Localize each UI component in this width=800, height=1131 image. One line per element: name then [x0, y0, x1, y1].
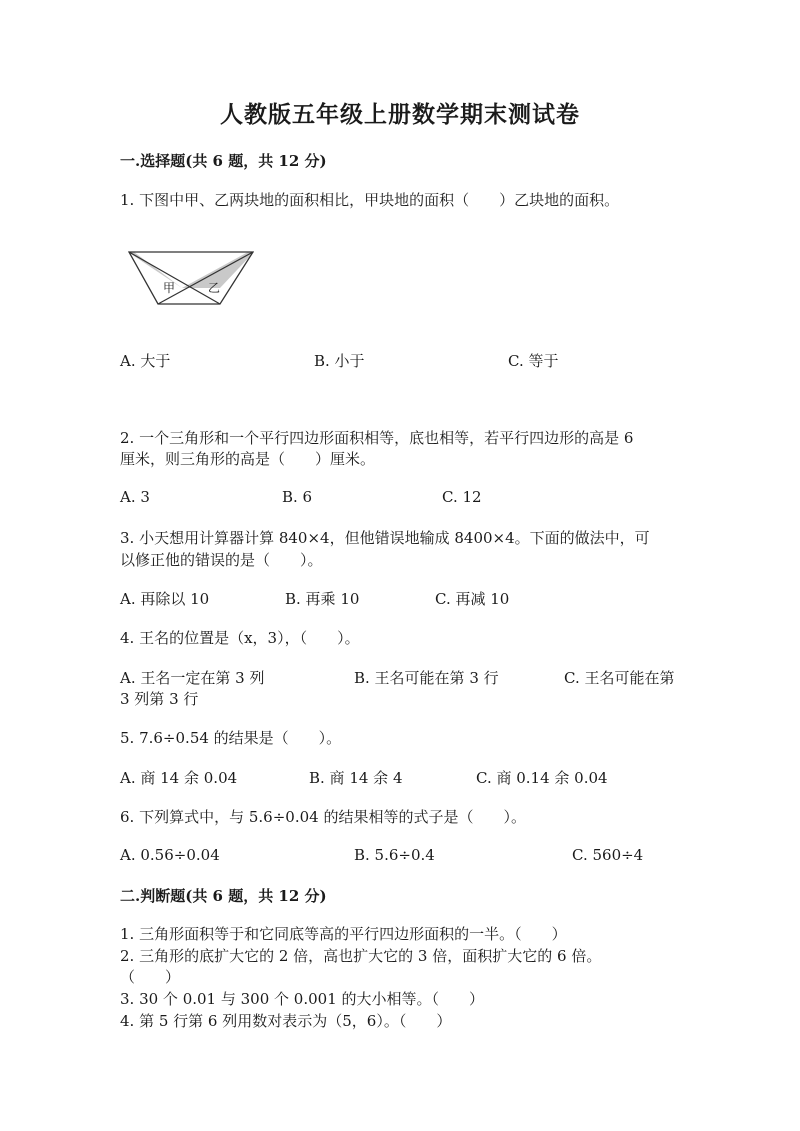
question-6-option-b[interactable]: B. 5.6÷0.4: [354, 846, 435, 864]
question-5-stem: 5. 7.6÷0.54 的结果是（ ）。: [120, 729, 342, 747]
judgement-2: 2. 三角形的底扩大它的 2 倍，高也扩大它的 3 倍，面积扩大它的 6 倍。: [120, 947, 602, 965]
judgement-2-continuation: （ ）: [120, 968, 181, 986]
question-1-stem: 1. 下图中甲、乙两块地的面积相比，甲块地的面积（ ）乙块地的面积。: [120, 191, 620, 209]
question-6-option-a[interactable]: A. 0.56÷0.04: [120, 846, 220, 864]
question-2-option-c[interactable]: C. 12: [442, 488, 482, 506]
question-5-option-b[interactable]: B. 商 14 余 4: [309, 769, 403, 787]
question-1-option-a[interactable]: A. 大于: [120, 352, 171, 370]
question-4-option-c-continuation: 3 列第 3 行: [120, 690, 199, 708]
trapezoid-figure: [128, 244, 254, 308]
figure-label-jia: 甲: [163, 281, 176, 295]
question-2-stem-line2: 厘米，则三角形的高是（ ）厘米。: [120, 450, 376, 468]
question-4-option-a[interactable]: A. 王名一定在第 3 列: [120, 669, 265, 687]
question-2-option-a[interactable]: A. 3: [120, 488, 150, 506]
question-1-option-b[interactable]: B. 小于: [314, 352, 365, 370]
question-6-option-c[interactable]: C. 560÷4: [572, 846, 644, 864]
question-2-option-b[interactable]: B. 6: [282, 488, 313, 506]
figure-label-yi: 乙: [208, 281, 221, 295]
question-1-option-c[interactable]: C. 等于: [508, 352, 559, 370]
question-3-option-a[interactable]: A. 再除以 10: [120, 590, 210, 608]
question-3-stem-line1: 3. 小天想用计算器计算 840×4，但他错误地输成 8400×4。下面的做法中，可: [120, 529, 650, 547]
section-heading-choice: 一.选择题(共 6 题，共 12 分): [120, 152, 327, 170]
question-4-stem: 4. 王名的位置是（x，3），（ ）。: [120, 629, 360, 647]
question-2-stem-line1: 2. 一个三角形和一个平行四边形面积相等，底也相等，若平行四边形的高是 6: [120, 429, 634, 447]
page-title: 人教版五年级上册数学期末测试卷: [220, 101, 580, 128]
question-3-stem-line2: 以修正他的错误的是（ ）。: [120, 551, 323, 569]
question-4-option-b[interactable]: B. 王名可能在第 3 行: [354, 669, 499, 687]
section-heading-judgement: 二.判断题(共 6 题，共 12 分): [120, 887, 327, 905]
question-3-option-b[interactable]: B. 再乘 10: [285, 590, 360, 608]
judgement-3: 3. 30 个 0.01 与 300 个 0.001 的大小相等。（ ）: [120, 990, 485, 1008]
judgement-4: 4. 第 5 行第 6 列用数对表示为（5，6）。（ ）: [120, 1012, 452, 1030]
question-6-stem: 6. 下列算式中，与 5.6÷0.04 的结果相等的式子是（ ）。: [120, 808, 526, 826]
question-5-option-a[interactable]: A. 商 14 余 0.04: [120, 769, 238, 787]
judgement-1: 1. 三角形面积等于和它同底等高的平行四边形面积的一半。（ ）: [120, 925, 567, 943]
question-3-option-c[interactable]: C. 再减 10: [435, 590, 510, 608]
question-5-option-c[interactable]: C. 商 0.14 余 0.04: [476, 769, 608, 787]
question-4-option-c[interactable]: C. 王名可能在第: [564, 669, 675, 687]
